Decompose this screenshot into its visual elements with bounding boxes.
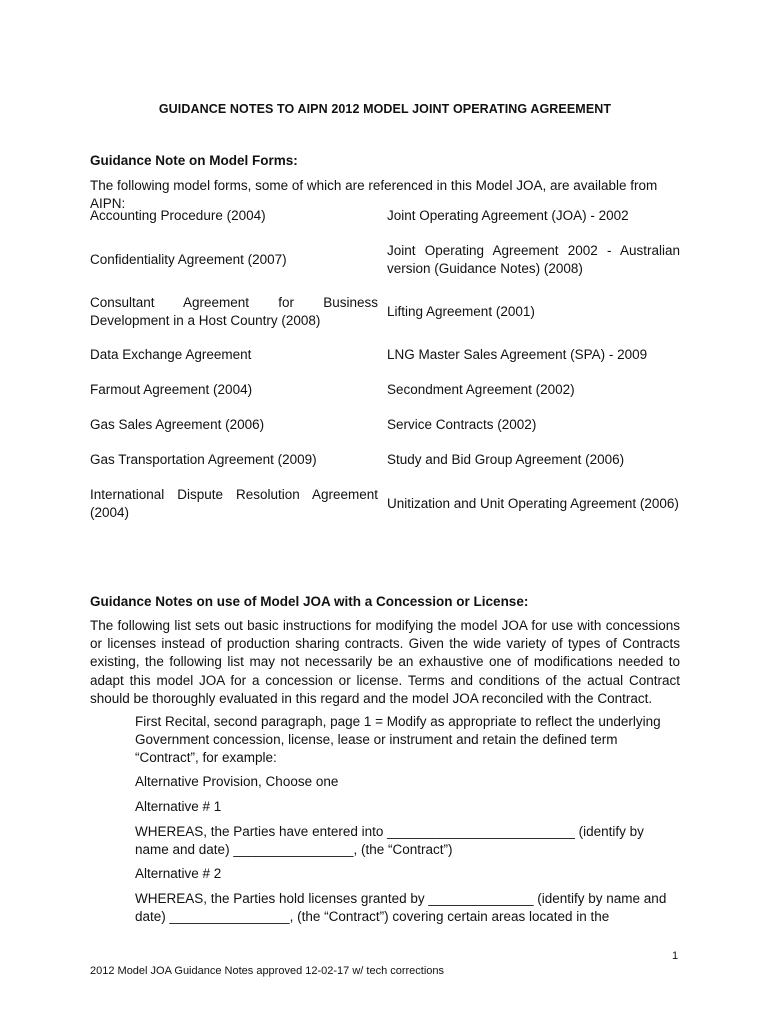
- model-form-left: Data Exchange Agreement: [90, 347, 252, 362]
- model-form-left: Consultant Agreement for Business Development in a Host Country (2008): [90, 295, 378, 328]
- model-forms-intro: The following model forms, some of which are referenced in this Model JOA, are available from AIPN:: [90, 178, 658, 212]
- model-form-right: LNG Master Sales Agreement (SPA) - 2009: [387, 347, 648, 362]
- model-form-left: Farmout Agreement (2004): [90, 382, 253, 397]
- model-form-left: Gas Transportation Agreement (2009): [90, 452, 317, 467]
- alternative-2-text: WHEREAS, the Parties hold licenses granted by ______________ (identify by name and date) ________________, (the “Contract”) covering certain areas located in the: [135, 891, 667, 925]
- model-form-right: Unitization and Unit Operating Agreement (2006): [387, 496, 679, 511]
- model-form-right: Joint Operating Agreement 2002 - Australian version (Guidance Notes) (2008): [387, 243, 680, 276]
- model-form-left: International Dispute Resolution Agreement (2004): [90, 487, 378, 520]
- model-form-right: Joint Operating Agreement (JOA) - 2002: [387, 208, 629, 223]
- model-form-right: Study and Bid Group Agreement (2006): [387, 452, 625, 467]
- model-forms-heading: Guidance Note on Model Forms:: [90, 153, 298, 168]
- title-text: GUIDANCE NOTES TO AIPN 2012 MODEL JOINT OPERATING AGREEMENT: [158, 102, 612, 116]
- model-form-left: Gas Sales Agreement (2006): [90, 417, 265, 432]
- model-form-left: Accounting Procedure (2004): [90, 208, 266, 223]
- first-recital-note: First Recital, second paragraph, page 1 = Modify as appropriate to reflect the underlying Government concession, license, lease or instrument and retain the defined term “Contract”, for example:: [135, 714, 661, 766]
- document-title: [0, 102, 770, 116]
- model-form-right: Secondment Agreement (2002): [387, 382, 575, 397]
- model-form-right: Lifting Agreement (2001): [387, 304, 535, 319]
- alternative-1-text: WHEREAS, the Parties have entered into _________________________ (identify by name and date) ________________, (the “Contract”): [135, 824, 644, 858]
- model-form-right: Service Contracts (2002): [387, 417, 537, 432]
- alternative-2-label: Alternative # 2: [135, 866, 222, 881]
- page-footer: 2012 Model JOA Guidance Notes approved 12-02-17 w/ tech corrections: [90, 965, 445, 977]
- alternative-1-label: Alternative # 1: [135, 799, 222, 814]
- concession-body: The following list sets out basic instructions for modifying the model JOA for use with concessions or licenses instead of production sharing contracts. Given the wide variety of types of Contracts existing, the following list may not necessarily be an exhaustive one of modifications needed to adapt this model JOA for a concession or license. Terms and conditions of the actual Contract should be thoroughly evaluated in this regard and the model JOA reconciled with the Contract.: [90, 618, 680, 706]
- page-number: 1: [672, 950, 679, 962]
- concession-heading: Guidance Notes on use of Model JOA with a Concession or License:: [90, 594, 529, 609]
- model-form-left: Confidentiality Agreement (2007): [90, 252, 287, 267]
- alternative-provision-label: Alternative Provision, Choose one: [135, 774, 339, 789]
